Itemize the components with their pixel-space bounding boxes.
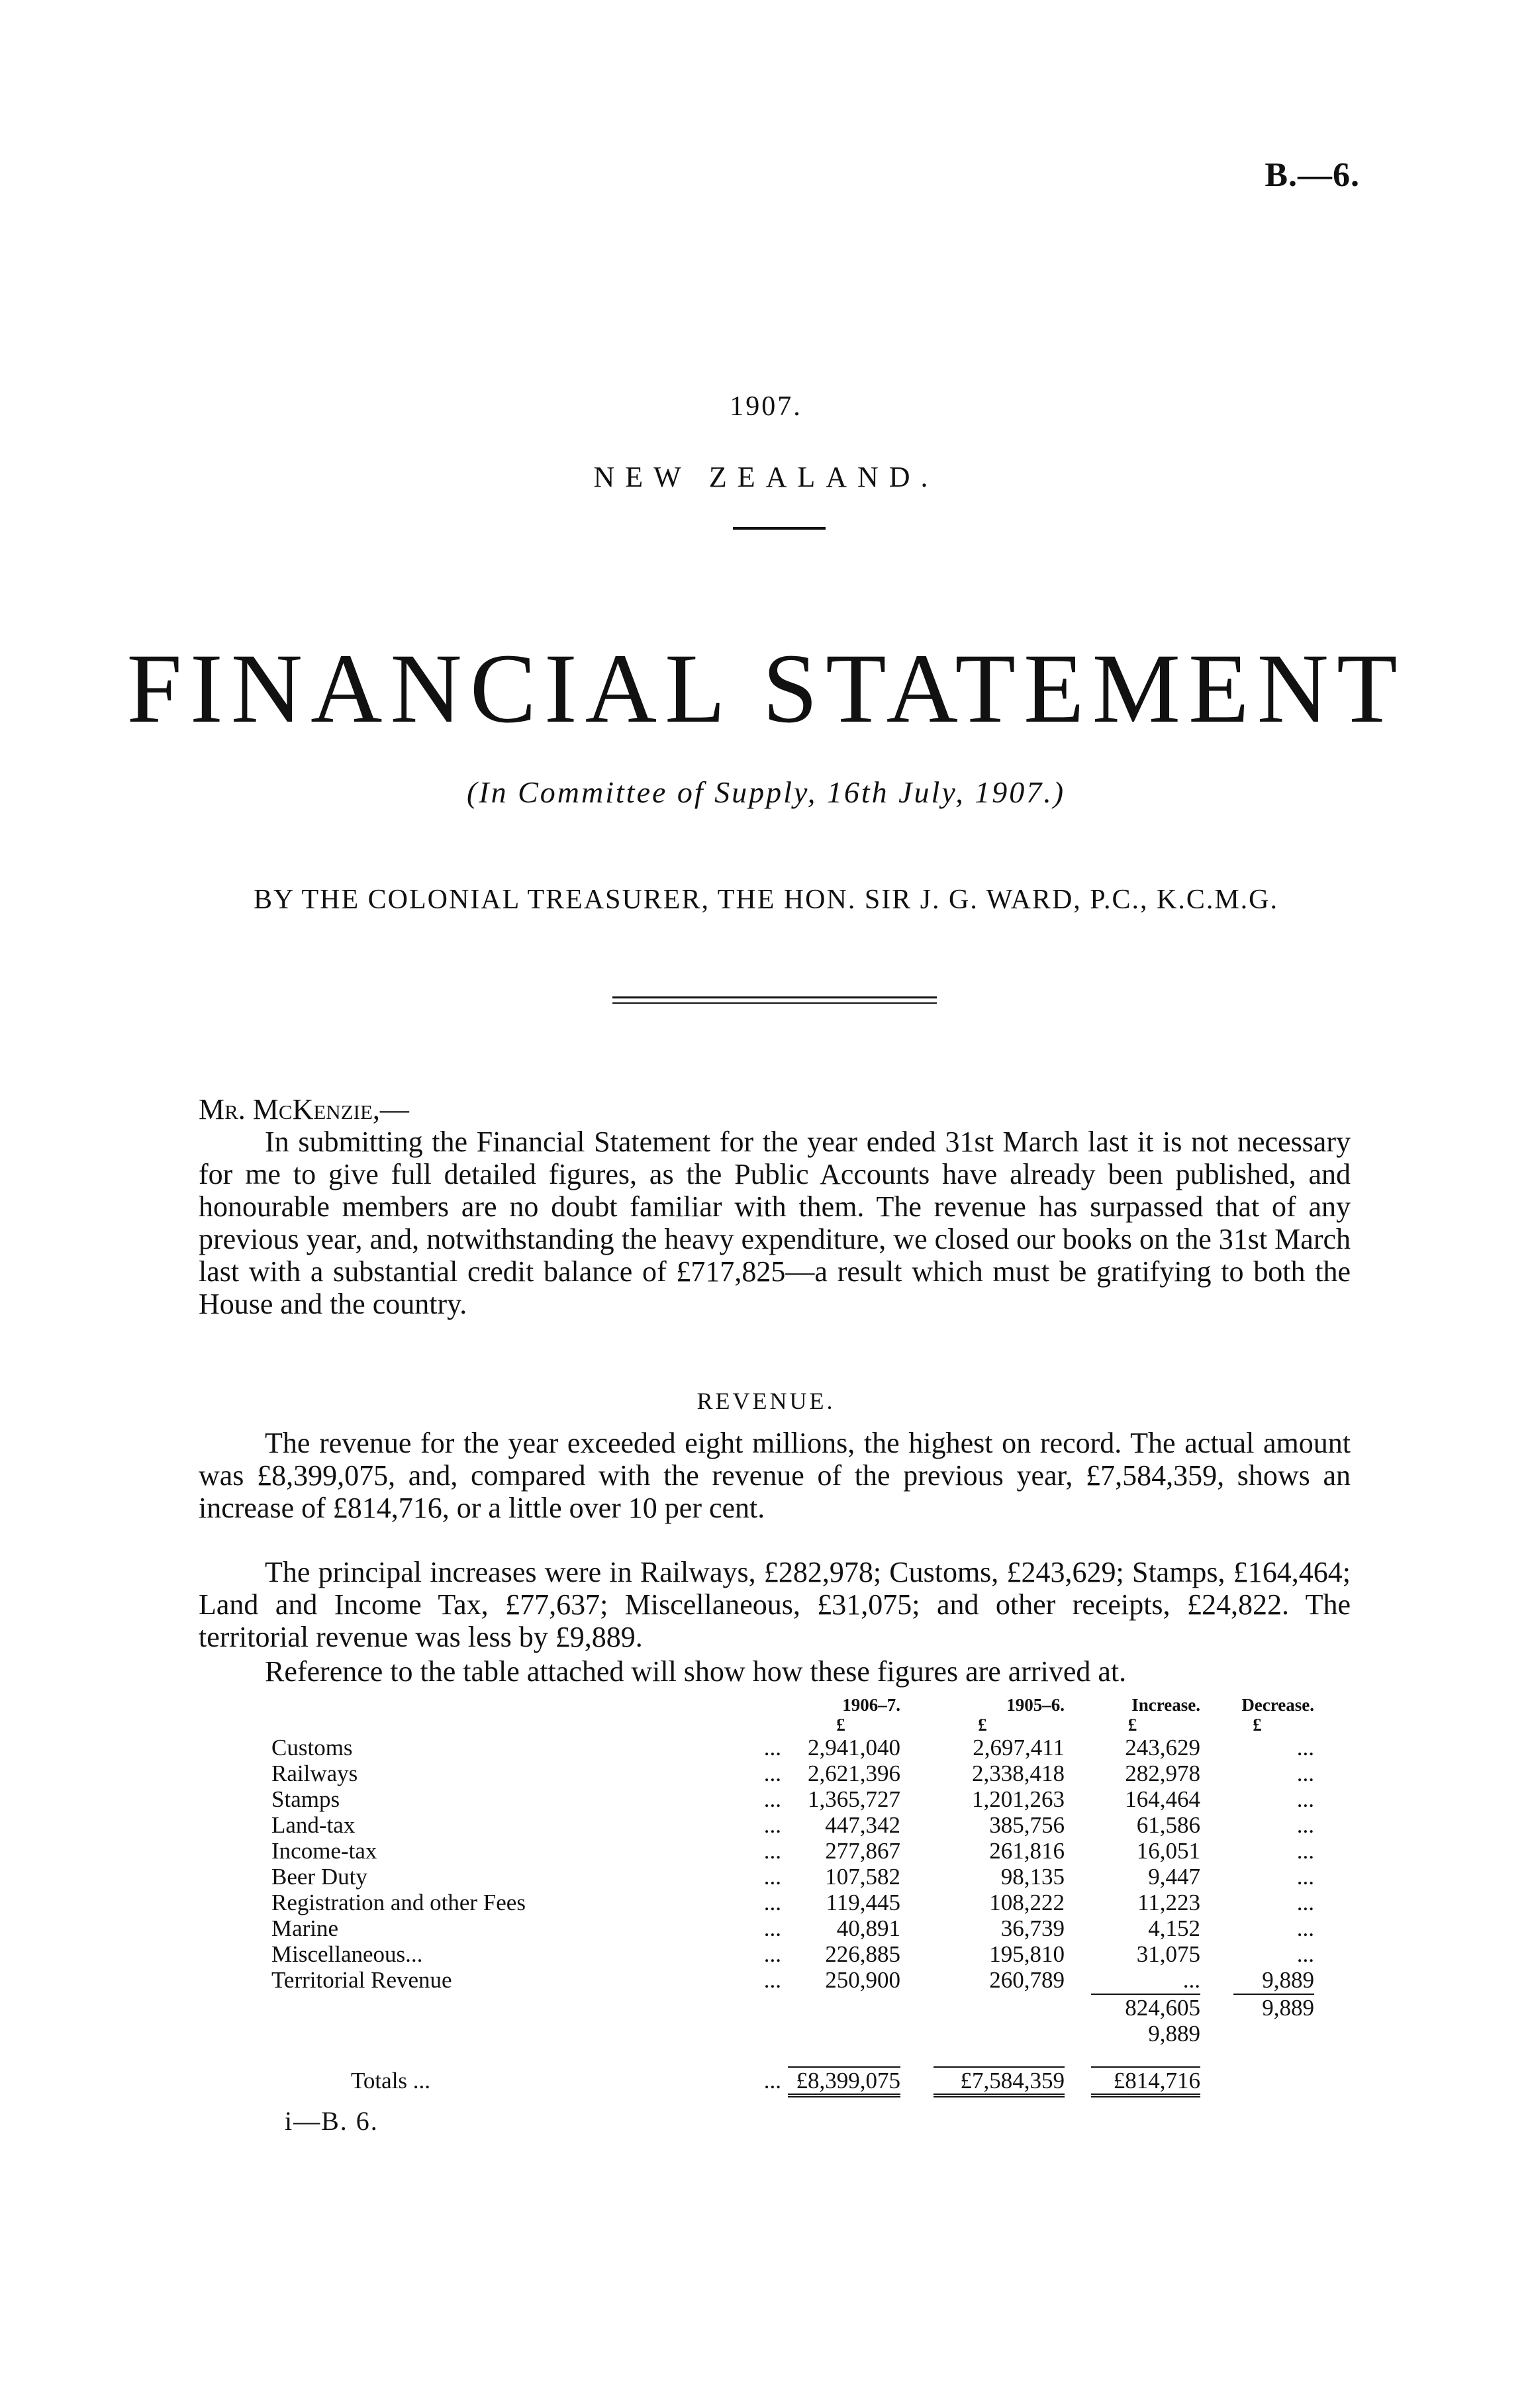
table-rule-row [271, 2047, 1314, 2068]
divider-rule-lower [612, 1002, 937, 1004]
unit-pound: £ [836, 1715, 845, 1735]
table-body [271, 1735, 1314, 1993]
value-1905-6: 261,816 [989, 1838, 1065, 1864]
value-1905-6: 108,222 [989, 1890, 1065, 1915]
leader-dots: ... [763, 1812, 781, 1838]
table-row [271, 1864, 1314, 1890]
row-name: Stamps [271, 1786, 340, 1812]
document-reference: B.—6. [1265, 156, 1360, 194]
value-1906-7: 1,365,727 [808, 1786, 900, 1812]
totals-row [271, 2068, 1314, 2094]
value-1905-6: 195,810 [989, 1941, 1065, 1967]
leader-dots: ... [763, 1735, 781, 1760]
subtotal-row [271, 1995, 1314, 2021]
total-1905-6: £7,584,359 [960, 2068, 1065, 2094]
value-increase: 16,051 [1136, 1838, 1200, 1864]
table-row [271, 1838, 1314, 1864]
unit-pound: £ [978, 1715, 987, 1735]
row-name: Registration and other Fees [271, 1890, 526, 1915]
value-1905-6: 98,135 [1000, 1864, 1065, 1890]
value-1905-6: 385,756 [989, 1812, 1065, 1838]
leader-dots: ... [763, 1864, 781, 1890]
value-1906-7: 2,941,040 [808, 1735, 900, 1760]
leader-dots: ... [763, 1967, 781, 1993]
short-rule [733, 527, 826, 530]
year: 1907. [730, 391, 802, 422]
row-name: Income-tax [271, 1838, 377, 1864]
value-increase: 164,464 [1125, 1786, 1200, 1812]
table-row [271, 1735, 1314, 1760]
value-increase: 282,978 [1125, 1760, 1200, 1786]
less-decrease: 9,889 [1148, 2021, 1200, 2047]
header-decrease: Decrease. [1241, 1695, 1314, 1715]
salutation: Mr. McKenzie,— [199, 1093, 409, 1126]
value-decrease: ... [1296, 1735, 1314, 1760]
value-1906-7: 40,891 [836, 1915, 900, 1941]
value-1905-6: 36,739 [1000, 1915, 1065, 1941]
subtotal-decrease: 9,889 [1262, 1995, 1314, 2021]
value-1906-7: 107,582 [825, 1864, 900, 1890]
value-decrease: ... [1296, 1941, 1314, 1967]
totals-label: Totals ... [351, 2068, 431, 2094]
header-increase: Increase. [1131, 1695, 1200, 1715]
value-decrease: ... [1296, 1915, 1314, 1941]
value-1906-7: 447,342 [825, 1812, 900, 1838]
section-heading-revenue: REVENUE. [696, 1388, 836, 1414]
row-name: Railways [271, 1760, 358, 1786]
footer-reference: i—B. 6. [285, 2106, 379, 2136]
table-row [271, 1786, 1314, 1812]
less-decrease-row [271, 2021, 1314, 2047]
leader-dots: ... [763, 1915, 781, 1941]
unit-pound: £ [1253, 1715, 1262, 1735]
leader-dots: ... [763, 2068, 781, 2094]
header-1906-7: 1906–7. [842, 1695, 900, 1715]
header-1905-6: 1905–6. [1006, 1695, 1065, 1715]
value-increase: 243,629 [1125, 1735, 1200, 1760]
value-1905-6: 2,338,418 [972, 1760, 1065, 1786]
row-name: Beer Duty [271, 1864, 367, 1890]
table-header-row [271, 1695, 1314, 1715]
table-row [271, 1915, 1314, 1941]
value-decrease: ... [1296, 1838, 1314, 1864]
table-double-rule-row [271, 2094, 1314, 2097]
value-increase: 31,075 [1136, 1941, 1200, 1967]
value-1906-7: 119,445 [826, 1890, 900, 1915]
paragraph-revenue: The revenue for the year exceeded eight millions, the highest on record. The actual amount was £8,399,075, and, compared with the revenue of the previous year, £7,584,359, shows an increase of £814,716, or a little over 10 per cent. [199, 1427, 1351, 1524]
value-decrease: ... [1296, 1864, 1314, 1890]
leader-dots: ... [763, 1786, 781, 1812]
table-row [271, 1760, 1314, 1786]
leader-dots: ... [763, 1760, 781, 1786]
revenue-table [271, 1695, 1314, 2097]
value-1905-6: 260,789 [989, 1967, 1065, 1993]
value-decrease: ... [1296, 1890, 1314, 1915]
leader-dots: ... [763, 1890, 781, 1915]
total-increase: £814,716 [1113, 2068, 1200, 2094]
page-title: FINANCIAL STATEMENT [126, 634, 1406, 744]
value-1905-6: 1,201,263 [972, 1786, 1065, 1812]
table-row [271, 1812, 1314, 1838]
paragraph-intro: In submitting the Financial Statement for the year ended 31st March last it is not necessary for me to give full detailed figures, as the Public Accounts have already been published, and honourable members are no doubt familiar with them. The revenue has surpassed that of any previous year, and, notwithstanding the heavy expenditure, we closed our books on the 31st March last with a substantial credit balance of £717,825—a result which must be gratifying to both the House and the country. [199, 1126, 1351, 1320]
value-decrease: ... [1296, 1812, 1314, 1838]
value-1906-7: 250,900 [825, 1967, 900, 1993]
leader-dots: ... [763, 1941, 781, 1967]
value-increase: 11,223 [1137, 1890, 1200, 1915]
country: NEW ZEALAND. [593, 461, 939, 493]
leader-dots: ... [763, 1838, 781, 1864]
unit-pound: £ [1127, 1715, 1137, 1735]
table-row [271, 1941, 1314, 1967]
table-unit-row [271, 1715, 1314, 1735]
table-row [271, 1890, 1314, 1915]
value-decrease: 9,889 [1262, 1967, 1314, 1993]
value-1906-7: 2,621,396 [808, 1760, 900, 1786]
paragraph-reference: Reference to the table attached will show how these figures are arrived at. [265, 1655, 1127, 1688]
divider-rule [612, 996, 937, 998]
paragraph-increases: The principal increases were in Railways, £282,978; Customs, £243,629; Stamps, £164,464; Land and Income Tax, £77,637; Miscellaneous, £31,075; and other receipts, £24,822. The territorial revenue was less by £9,889. [199, 1556, 1351, 1653]
subtitle: (In Committee of Supply, 16th July, 1907.) [466, 775, 1066, 809]
value-decrease: ... [1296, 1786, 1314, 1812]
value-increase: 9,447 [1148, 1864, 1200, 1890]
table-row [271, 1967, 1314, 1993]
value-increase: 4,152 [1148, 1915, 1200, 1941]
value-increase: 61,586 [1136, 1812, 1200, 1838]
row-name: Marine [271, 1915, 339, 1941]
value-1906-7: 226,885 [825, 1941, 900, 1967]
byline: BY THE COLONIAL TREASURER, THE HON. SIR J. G. WARD, P.C., K.C.M.G. [253, 885, 1279, 915]
subtotal-increase: 824,605 [1125, 1995, 1200, 2021]
value-decrease: ... [1296, 1760, 1314, 1786]
row-name: Miscellaneous... [271, 1941, 423, 1967]
row-name: Land-tax [271, 1812, 356, 1838]
row-name: Customs [271, 1735, 353, 1760]
row-name: Territorial Revenue [271, 1967, 452, 1993]
total-1906-7: £8,399,075 [796, 2068, 900, 2094]
value-1905-6: 2,697,411 [973, 1735, 1065, 1760]
value-1906-7: 277,867 [825, 1838, 900, 1864]
value-increase: ... [1182, 1967, 1200, 1993]
